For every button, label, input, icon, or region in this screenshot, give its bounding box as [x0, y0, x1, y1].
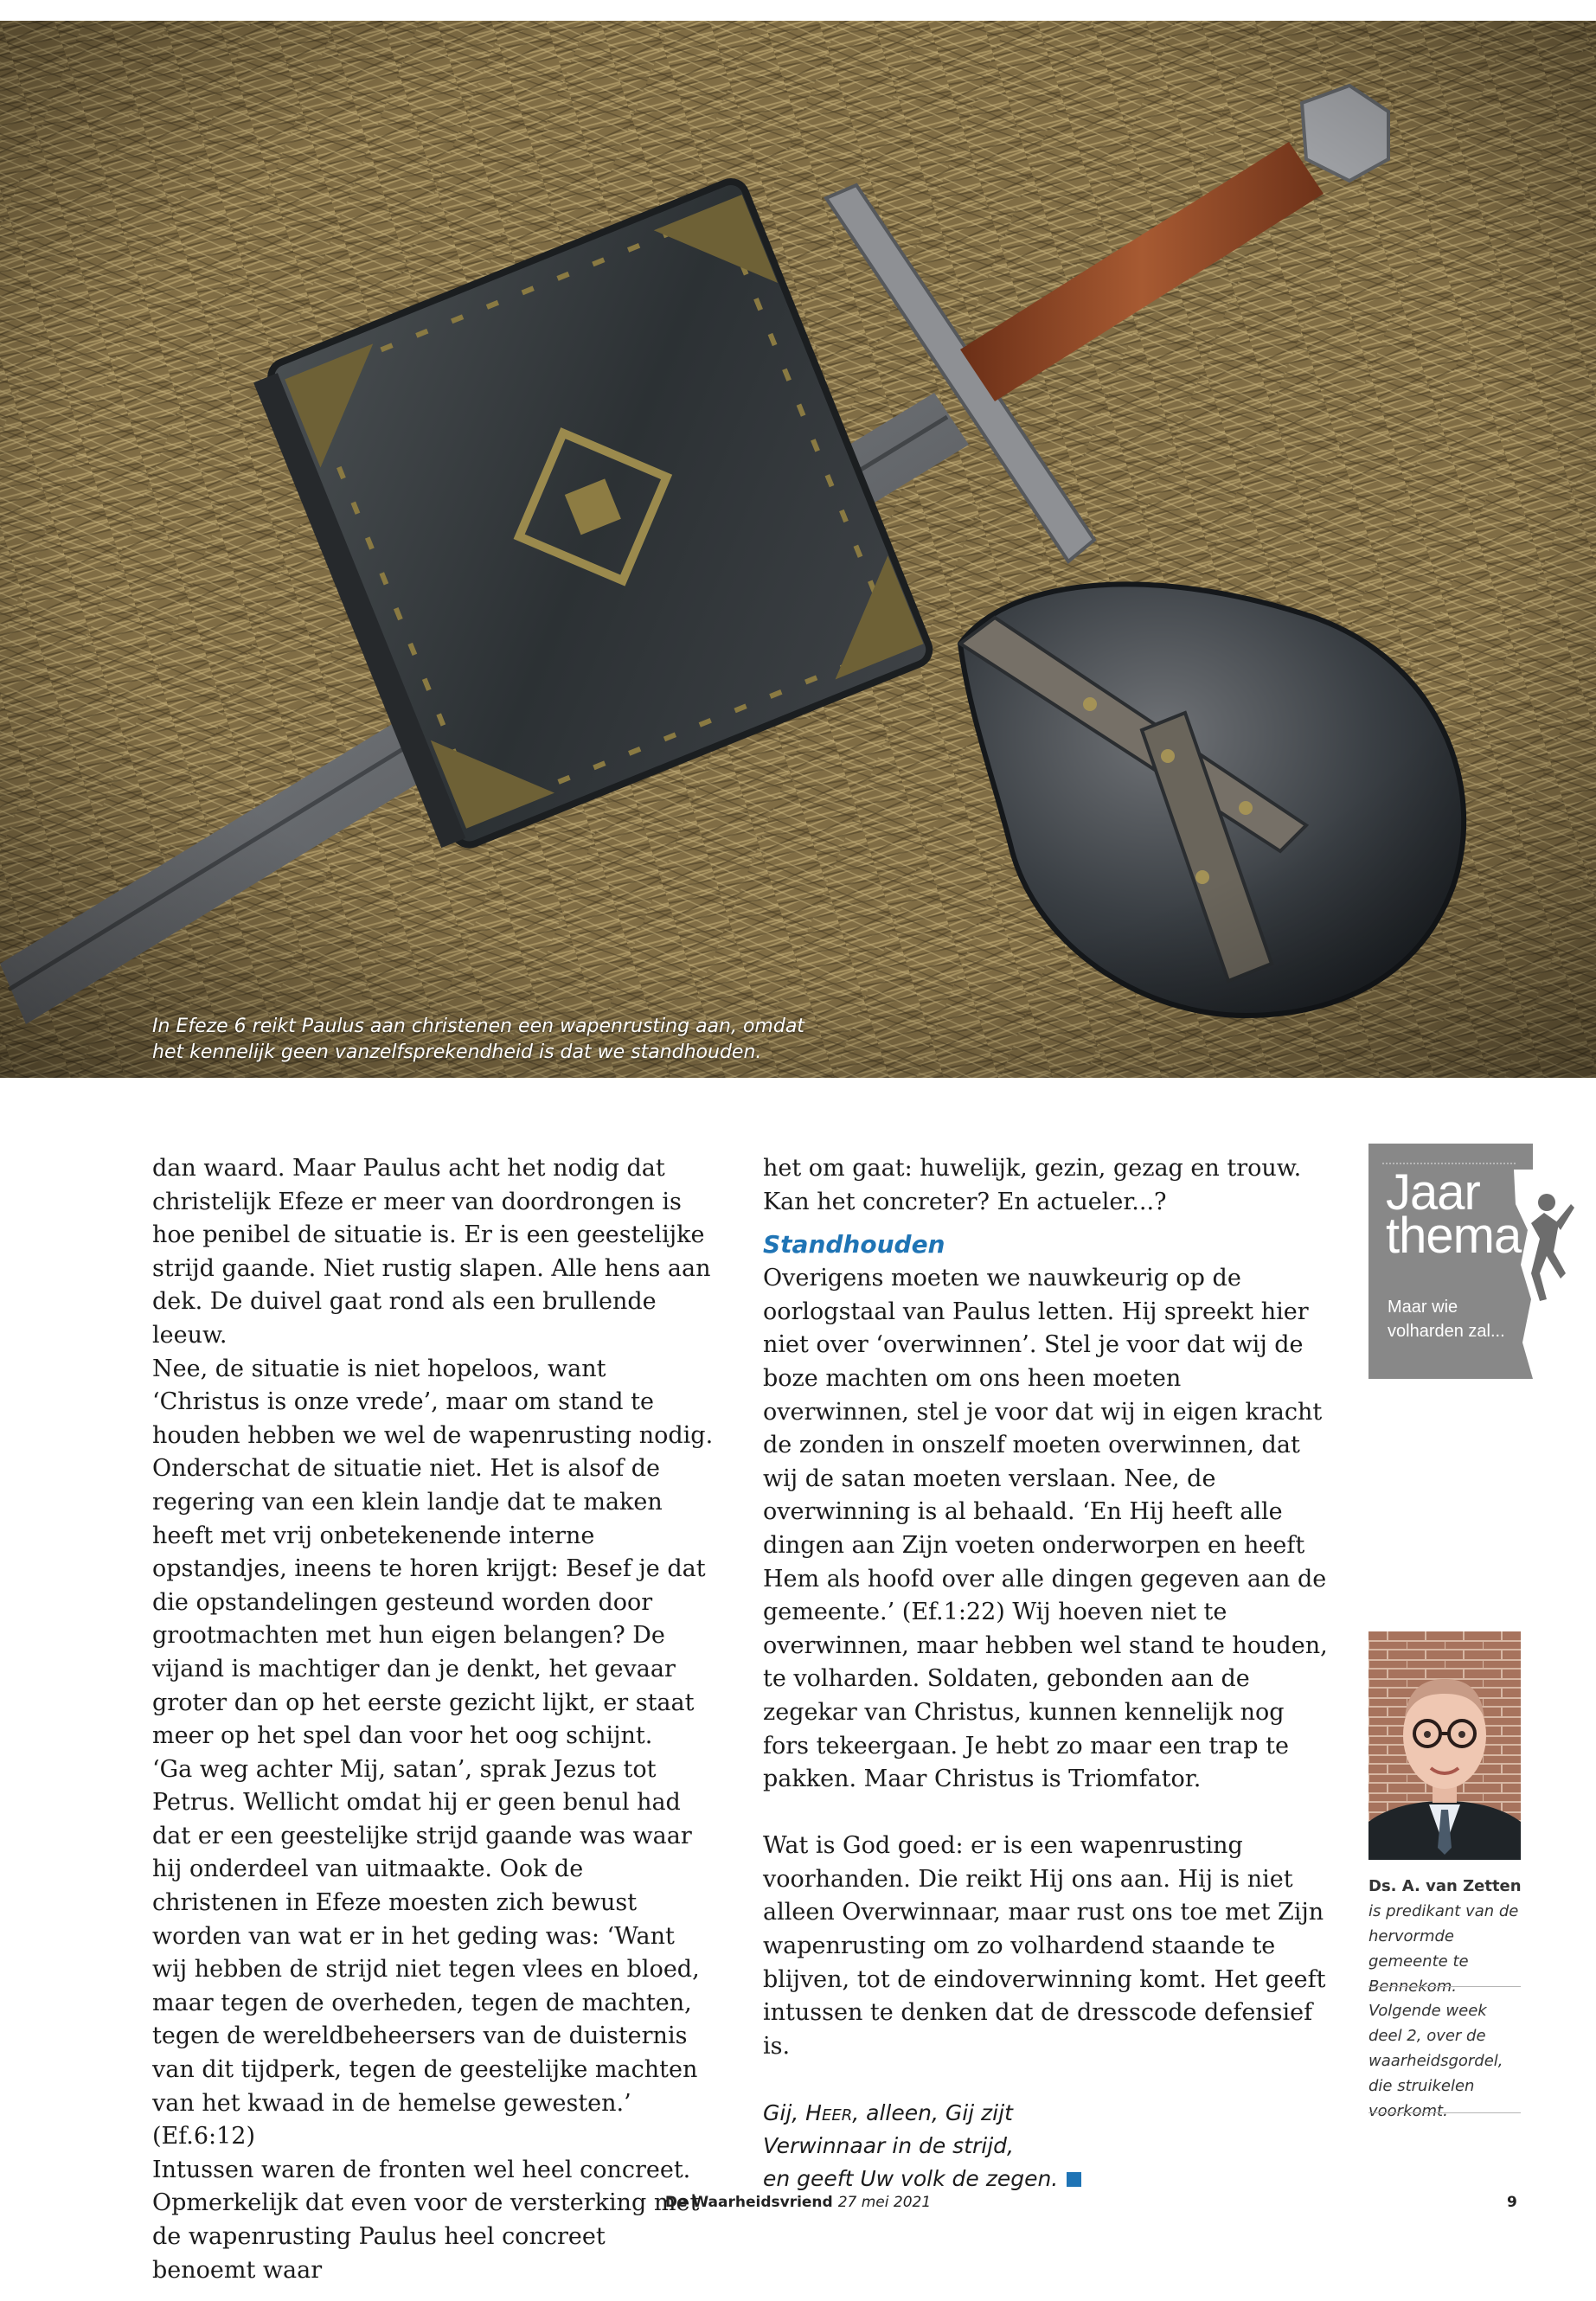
paragraph: ‘Ga weg achter Mij, satan’, sprak Jezus tot Petrus. Wellicht omdat hij er geen benul had dat er een geestelijke strijd gaande was waar hij onderdeel van uitmaakte. Ook de christenen in Efeze moesten zich bewust worden van wat er in het geding was: ‘Want wij hebben de strijd niet tegen vlees en bloed, maar tegen de overheden, tegen de machten, tegen de wereldbeheersers van de duisternis van dit tijdperk, tegen de geestelijke machten van het kwaad in de hemelse gewesten.’ (Ef.6:12): [152, 1755, 700, 2150]
photo-caption: In Efeze 6 reikt Paulus aan christenen een wapenrusting aan, omdat het kennelijk geen vanzelfsprekendheid is dat we standhouden.: [152, 1016, 804, 1063]
author-description: is predikant van de hervormde gemeente te Bennekom.: [1368, 1902, 1519, 1996]
year-theme-title: Jaar thema: [1386, 1164, 1522, 1264]
page-footer: [0, 2194, 1596, 2211]
author-photo: [1368, 1631, 1521, 1860]
article-column-2: [763, 1152, 1334, 2195]
divider: [1368, 2112, 1521, 2113]
paragraph: Nee, de situatie is niet hopeloos, want ‘Christus is onze vrede’, maar om stand te houden hebben we wel de wapenrusting nodig. Onderschat de situatie niet. Het is alsof de regering van een klein landje dat te maken heeft met vrij onbetekenende interne opstandjes, ineens te horen krijgt: Besef je dat die opstandelingen gesteund worden door grootmachten met hun eigen belangen? De vijand is machtiger dan je denkt, het gevaar groter dan op het eerste gezicht lijkt, er staat meer op het spel dan voor het oog schijnt.: [152, 1355, 714, 1750]
paragraph-gap: [763, 2063, 1334, 2097]
paragraph: Overigens moeten we nauwkeurig op de oorlogstaal van Paulus letten. Hij spreekt hier niet over ‘overwinnen’. Stel je voor dat wij de boze machten om ons heen moeten overwinnen, stel je voor dat wij in eigen kracht de zonden in onszelf moeten overwinnen, dat wij de satan moeten verslaan. Nee, de overwinning is al behaald. ‘En Hij heeft alle dingen aan Zijn voeten onderworpen en heeft Hem als hoofd over alle dingen gegeven aan de gemeente.’ (Ef.1:22) Wij hoeven niet te overwinnen, maar hebben wel stand te houden, te volharden. Soldaten, gebonden aan de zegekar van Christus, kunnen kennelijk nog fors tekeergaan. Je hebt zo maar een trap te pakken. Maar Christus is Triomfator.: [763, 1265, 1328, 1793]
hero-illustration: [0, 21, 1596, 1078]
paragraph: dan waard. Maar Paulus acht het nodig dat christelijk Efeze er meer van doordrongen is hoe penibel de situatie is. Er is een geestelijke strijd gaande. Niet rustig slapen. Alle hens aan dek. De duivel gaat rond als een brullende leeuw.: [152, 1155, 711, 1349]
closing-verse: [763, 2097, 1334, 2195]
year-theme-subtitle: Maar wie volharden zal...: [1388, 1298, 1505, 1341]
publication-date: 27 mei 2021: [837, 2194, 932, 2211]
hero-photo: [0, 21, 1596, 1078]
paragraph: het om gaat: huwelijk, gezin, gezag en trouw. Kan het concreter? En actueler...?: [763, 1155, 1302, 1215]
subheading: Standhouden: [763, 1230, 945, 1259]
next-week-note: Volgende week deel 2, over de waarheidsgordel, die struikelen voorkomt.: [1368, 2002, 1503, 2120]
end-of-article-square-icon: [1067, 2172, 1081, 2187]
verse-line: Verwinnaar in de strijd,: [763, 2133, 1014, 2159]
year-theme-box: [1368, 1144, 1579, 1379]
verse-line: Gij, Heer, alleen, Gij zijt: [763, 2100, 1013, 2126]
publication-name: De Waarheidsvriend: [664, 2194, 833, 2211]
author-info: [1368, 1874, 1524, 1999]
climber-icon: [1497, 1170, 1579, 1379]
article-column-1: [152, 1152, 715, 2287]
verse-heer: Heer: [805, 2100, 853, 2126]
verse-line: en geeft Uw volk de zegen.: [763, 2163, 1334, 2195]
paragraph: Intussen waren de fronten wel heel concreet. Opmerkelijk dat even voor de versterking met de wapenrusting Paulus heel concreet benoemt waar: [152, 2156, 700, 2284]
paragraph: Wat is God goed: er is een wapenrusting voorhanden. Die reikt Hij ons aan. Hij is niet alleen Overwinnaar, maar rust ons toe met Zijn wapenrusting om zo volhardend staande te blijven, tot de eindoverwinning komt. Het geeft intussen te denken dat de dresscode defensief is.: [763, 1832, 1326, 2060]
paragraph-gap: [763, 1797, 1334, 1830]
divider: [1368, 1986, 1521, 1987]
author-portrait-illustration: [1368, 1631, 1521, 1860]
page-number: 9: [1507, 2194, 1517, 2211]
author-name: Ds. A. van Zetten: [1368, 1877, 1522, 1895]
